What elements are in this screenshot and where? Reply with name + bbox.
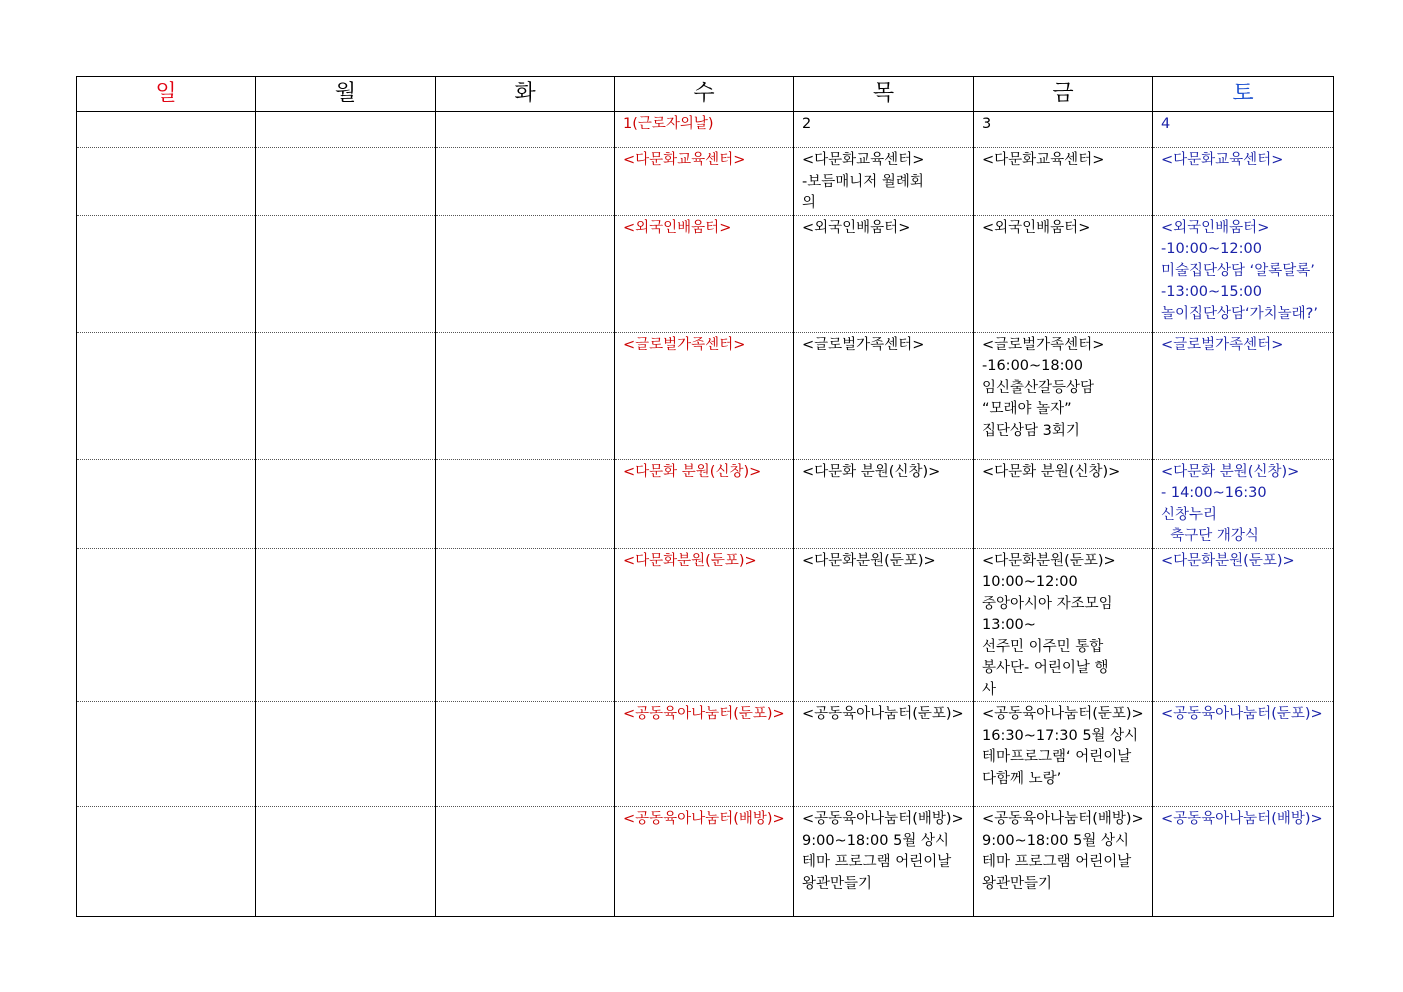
event-line: 중앙아시아 자조모임 [982, 595, 1113, 612]
event-line: 다함께 노랑’ [982, 770, 1062, 787]
event-line: <공동육아나눔터(배방)> [1161, 811, 1323, 827]
schedule-row [77, 807, 1334, 917]
schedule-cell-sun [77, 548, 256, 702]
schedule-cell-wed [615, 332, 794, 459]
schedule-cell-sat [1153, 548, 1334, 702]
schedule-cell-tue [436, 459, 615, 548]
header-saturday: 토 [1153, 77, 1334, 112]
event-line: <공동육아나눔터(배방)> [802, 811, 964, 827]
event-line: 왕관만들기 [982, 875, 1053, 892]
header-friday: 금 [974, 77, 1153, 112]
event-line: <공동육아나눔터(둔포)> [1161, 706, 1323, 722]
schedule-cell-fri [974, 702, 1153, 807]
event-line: -13:00~15:00 [1161, 284, 1262, 300]
event-line: -10:00~12:00 [1161, 241, 1262, 257]
event-line: 9:00~18:00 5월 상시 [802, 832, 949, 849]
schedule-row [77, 148, 1334, 216]
schedule-cell-tue [436, 702, 615, 807]
schedule-cell-sun [77, 702, 256, 807]
schedule-cell-tue [436, 548, 615, 702]
event-line: <다문화교육센터> [982, 152, 1105, 168]
event-line: 사 [982, 681, 997, 698]
event-line: <글로벌가족센터> [982, 336, 1105, 353]
schedule-cell-sat [1153, 807, 1334, 917]
event-line: <다문화분원(둔포)> [623, 552, 757, 569]
schedule-cell-mon [256, 332, 436, 459]
schedule-cell-thu [794, 459, 974, 548]
header-wednesday: 수 [615, 77, 794, 112]
schedule-cell-wed [615, 459, 794, 548]
schedule-cell-fri [974, 459, 1153, 548]
schedule-cell-wed [615, 148, 794, 216]
schedule-cell-sun [77, 807, 256, 917]
event-line: 축구단 개강식 [1161, 528, 1259, 544]
event-line: <외국인배움터> [982, 219, 1091, 236]
event-line: <글로벌가족센터> [802, 336, 925, 353]
event-line: <다문화 분원(신창)> [623, 463, 762, 480]
event-line: 테마 프로그램 어린이날 [982, 854, 1132, 870]
calendar-table [76, 76, 1334, 917]
date-row [77, 112, 1334, 148]
schedule-cell-tue [436, 807, 615, 917]
date-cell-thu: 2 [794, 112, 974, 148]
schedule-row [77, 702, 1334, 807]
schedule-cell-mon [256, 148, 436, 216]
header-sunday: 일 [77, 77, 256, 112]
event-line: <공동육아나눔터(배방)> [982, 811, 1144, 827]
schedule-cell-fri [974, 807, 1153, 917]
schedule-body [77, 148, 1334, 917]
schedule-cell-wed [615, 702, 794, 807]
date-cell-mon [256, 112, 436, 148]
event-line: <다문화분원(둔포)> [1161, 552, 1295, 569]
event-line: <공동육아나눔터(둔포)> [802, 706, 964, 722]
header-thursday: 목 [794, 77, 974, 112]
schedule-cell-sun [77, 332, 256, 459]
schedule-cell-tue [436, 148, 615, 216]
event-line: 테마프로그램‘ 어린이날 [982, 749, 1132, 765]
event-line: 선주민 이주민 통합 [982, 638, 1104, 655]
schedule-cell-wed [615, 807, 794, 917]
schedule-cell-thu [794, 807, 974, 917]
weekday-header-row [77, 77, 1334, 112]
schedule-cell-thu [794, 332, 974, 459]
schedule-cell-thu [794, 148, 974, 216]
schedule-cell-sat [1153, 702, 1334, 807]
schedule-row [77, 459, 1334, 548]
event-line: <다문화교육센터> [1161, 152, 1284, 168]
schedule-cell-sat [1153, 148, 1334, 216]
event-line: - 14:00~16:30 신창누리 [1161, 485, 1272, 523]
schedule-cell-wed [615, 548, 794, 702]
event-line: 미술집단상담 ‘알록달록’ [1161, 262, 1315, 279]
event-line: <다문화분원(둔포)> [802, 552, 936, 569]
schedule-cell-sat [1153, 459, 1334, 548]
schedule-cell-fri [974, 548, 1153, 702]
event-line: 놀이집단상담‘가치놀래?’ [1161, 305, 1318, 322]
schedule-cell-mon [256, 459, 436, 548]
schedule-row [77, 215, 1334, 332]
schedule-cell-thu [794, 548, 974, 702]
schedule-cell-sat [1153, 215, 1334, 332]
event-line: 테마 프로그램 어린이날 [802, 854, 952, 870]
event-line: 왕관만들기 [802, 875, 873, 892]
event-line: <다문화교육센터> [623, 152, 746, 168]
event-line: 9:00~18:00 5월 상시 [982, 832, 1129, 849]
date-cell-sun [77, 112, 256, 148]
date-cell-fri: 3 [974, 112, 1153, 148]
event-line: <글로벌가족센터> [623, 336, 746, 353]
event-line: <외국인배움터> [802, 219, 911, 236]
schedule-cell-fri [974, 332, 1153, 459]
schedule-row [77, 548, 1334, 702]
schedule-cell-tue [436, 215, 615, 332]
event-line: <공동육아나눔터(둔포)> [623, 706, 785, 722]
schedule-cell-mon [256, 548, 436, 702]
schedule-cell-sun [77, 215, 256, 332]
date-cell-tue [436, 112, 615, 148]
event-line: “모래야 놀자” [982, 401, 1072, 417]
event-line: 10:00~12:00 [982, 574, 1078, 590]
schedule-cell-tue [436, 332, 615, 459]
event-line: <다문화 분원(신창)> [802, 463, 941, 480]
schedule-cell-thu [794, 702, 974, 807]
event-line: <다문화분원(둔포)> [982, 552, 1116, 569]
schedule-cell-wed [615, 215, 794, 332]
schedule-cell-mon [256, 807, 436, 917]
header-tuesday: 화 [436, 77, 615, 112]
event-line: 봉사단- 어린이날 행 [982, 660, 1109, 676]
schedule-cell-thu [794, 215, 974, 332]
date-cell-sat: 4 [1153, 112, 1334, 148]
event-line: <외국인배움터> [623, 219, 732, 236]
schedule-row [77, 332, 1334, 459]
event-line: <다문화 분원(신창)> [1161, 463, 1300, 480]
event-line: <글로벌가족센터> [1161, 336, 1284, 353]
schedule-cell-sat [1153, 332, 1334, 459]
schedule-cell-sun [77, 148, 256, 216]
event-line: 집단상담 3회기 [982, 422, 1080, 439]
event-line: -보듬매니저 월례회 [802, 173, 924, 190]
event-line: 의 [802, 195, 817, 211]
schedule-cell-fri [974, 215, 1153, 332]
event-line: <공동육아나눔터(둔포)> [982, 706, 1144, 722]
event-line: <공동육아나눔터(배방)> [623, 811, 785, 827]
date-cell-wed: 1(근로자의날) [615, 112, 794, 148]
schedule-cell-sun [77, 459, 256, 548]
event-line: 임신출산갈등상담 [982, 379, 1095, 396]
event-line: -16:00~18:00 [982, 358, 1083, 374]
event-line: 13:00~ [982, 617, 1036, 633]
event-line: 16:30~17:30 5월 상시 [982, 727, 1139, 744]
event-line: <다문화 분원(신창)> [982, 463, 1121, 480]
schedule-cell-mon [256, 215, 436, 332]
event-line: <다문화교육센터> [802, 152, 925, 168]
header-monday: 월 [256, 77, 436, 112]
schedule-cell-mon [256, 702, 436, 807]
event-line: <외국인배움터> [1161, 219, 1270, 236]
schedule-cell-fri [974, 148, 1153, 216]
